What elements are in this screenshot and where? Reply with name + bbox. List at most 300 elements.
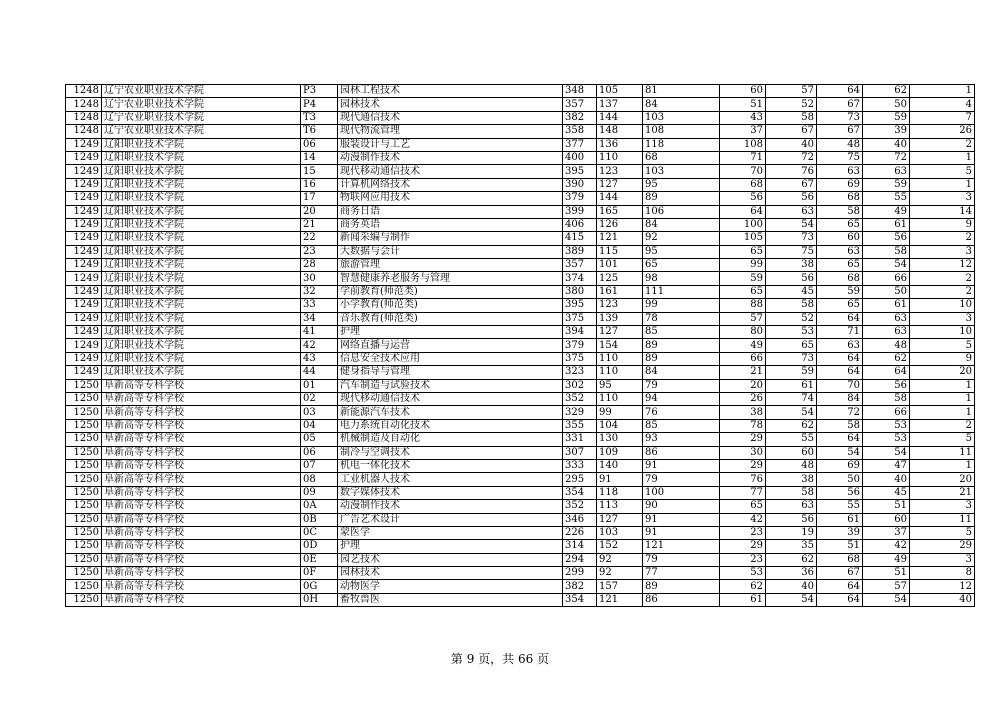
cell-score-d: 56 xyxy=(766,513,817,526)
cell-school-code: 1249 xyxy=(66,366,102,379)
cell-school-name: 阜新高等专科学校 xyxy=(102,446,301,459)
cell-score-e: 63 xyxy=(817,245,863,258)
cell-major-code: 23 xyxy=(301,245,338,258)
table-row xyxy=(66,366,975,379)
cell-major-name: 物联网应用技术 xyxy=(338,192,563,205)
cell-score-e: 64 xyxy=(817,580,863,593)
cell-score-c: 43 xyxy=(720,111,766,124)
cell-score-c: 30 xyxy=(720,446,766,459)
table-row xyxy=(66,192,975,205)
cell-score-total: 294 xyxy=(563,553,597,566)
cell-score-a: 118 xyxy=(597,486,643,499)
cell-major-name: 音乐教育(师范类) xyxy=(338,312,563,325)
cell-score-c: 65 xyxy=(720,500,766,513)
cell-major-code: 07 xyxy=(301,459,338,472)
cell-score-b: 95 xyxy=(643,178,720,191)
cell-count: 1 xyxy=(910,379,975,392)
cell-score-e: 68 xyxy=(817,553,863,566)
cell-school-code: 1249 xyxy=(66,138,102,151)
table-row xyxy=(66,232,975,245)
cell-score-a: 161 xyxy=(597,285,643,298)
table-row xyxy=(66,111,975,124)
cell-score-c: 20 xyxy=(720,379,766,392)
cell-major-code: 05 xyxy=(301,433,338,446)
cell-score-total: 382 xyxy=(563,111,597,124)
cell-score-c: 38 xyxy=(720,406,766,419)
cell-score-d: 67 xyxy=(766,178,817,191)
cell-score-d: 52 xyxy=(766,312,817,325)
cell-score-e: 84 xyxy=(817,392,863,405)
cell-score-e: 58 xyxy=(817,205,863,218)
cell-school-name: 阜新高等专科学校 xyxy=(102,593,301,606)
cell-score-b: 86 xyxy=(643,593,720,606)
cell-school-code: 1248 xyxy=(66,125,102,138)
cell-score-a: 126 xyxy=(597,218,643,231)
cell-score-total: 374 xyxy=(563,272,597,285)
cell-major-name: 园林技术 xyxy=(338,567,563,580)
cell-score-f: 51 xyxy=(863,500,910,513)
table-row xyxy=(66,285,975,298)
cell-major-code: 04 xyxy=(301,419,338,432)
cell-school-code: 1249 xyxy=(66,218,102,231)
cell-score-d: 35 xyxy=(766,540,817,553)
cell-score-d: 75 xyxy=(766,245,817,258)
cell-score-f: 50 xyxy=(863,98,910,111)
cell-school-name: 辽阳职业技术学院 xyxy=(102,165,301,178)
cell-score-b: 108 xyxy=(643,125,720,138)
cell-count: 2 xyxy=(910,285,975,298)
cell-school-name: 辽阳职业技术学院 xyxy=(102,232,301,245)
cell-score-c: 51 xyxy=(720,98,766,111)
cell-score-c: 64 xyxy=(720,205,766,218)
cell-school-name: 辽阳职业技术学院 xyxy=(102,178,301,191)
table-row xyxy=(66,567,975,580)
cell-score-c: 76 xyxy=(720,473,766,486)
cell-school-name: 阜新高等专科学校 xyxy=(102,433,301,446)
cell-major-name: 旅游管理 xyxy=(338,259,563,272)
cell-school-name: 阜新高等专科学校 xyxy=(102,580,301,593)
cell-score-d: 58 xyxy=(766,299,817,312)
cell-school-code: 1250 xyxy=(66,526,102,539)
cell-major-name: 汽车制造与试验技术 xyxy=(338,379,563,392)
cell-score-total: 346 xyxy=(563,513,597,526)
cell-score-c: 23 xyxy=(720,553,766,566)
cell-score-a: 137 xyxy=(597,98,643,111)
cell-score-b: 77 xyxy=(643,567,720,580)
cell-count: 10 xyxy=(910,326,975,339)
cell-major-code: 06 xyxy=(301,138,338,151)
cell-score-total: 382 xyxy=(563,580,597,593)
cell-school-name: 辽阳职业技术学院 xyxy=(102,339,301,352)
cell-count: 2 xyxy=(910,272,975,285)
cell-major-name: 商务英语 xyxy=(338,218,563,231)
cell-school-name: 阜新高等专科学校 xyxy=(102,379,301,392)
cell-score-a: 127 xyxy=(597,513,643,526)
cell-score-d: 54 xyxy=(766,218,817,231)
cell-score-f: 57 xyxy=(863,580,910,593)
cell-score-d: 76 xyxy=(766,165,817,178)
cell-count: 21 xyxy=(910,486,975,499)
cell-score-d: 73 xyxy=(766,352,817,365)
cell-score-a: 110 xyxy=(597,392,643,405)
cell-score-b: 84 xyxy=(643,366,720,379)
cell-score-d: 40 xyxy=(766,138,817,151)
cell-score-f: 40 xyxy=(863,473,910,486)
cell-school-name: 辽阳职业技术学院 xyxy=(102,299,301,312)
cell-score-total: 415 xyxy=(563,232,597,245)
cell-major-name: 蒙医学 xyxy=(338,526,563,539)
cell-count: 11 xyxy=(910,446,975,459)
table-row xyxy=(66,553,975,566)
table-row xyxy=(66,339,975,352)
cell-school-name: 阜新高等专科学校 xyxy=(102,486,301,499)
cell-count: 20 xyxy=(910,366,975,379)
cell-school-name: 辽宁农业职业技术学院 xyxy=(102,125,301,138)
cell-score-f: 66 xyxy=(863,406,910,419)
cell-score-total: 379 xyxy=(563,339,597,352)
cell-score-d: 54 xyxy=(766,593,817,606)
cell-score-c: 57 xyxy=(720,312,766,325)
table-row xyxy=(66,245,975,258)
cell-school-name: 阜新高等专科学校 xyxy=(102,459,301,472)
cell-count: 1 xyxy=(910,85,975,98)
cell-score-f: 56 xyxy=(863,232,910,245)
cell-score-b: 91 xyxy=(643,513,720,526)
cell-score-a: 136 xyxy=(597,138,643,151)
cell-score-c: 78 xyxy=(720,419,766,432)
cell-score-c: 29 xyxy=(720,433,766,446)
cell-school-name: 辽阳职业技术学院 xyxy=(102,192,301,205)
cell-major-code: 0F xyxy=(301,567,338,580)
table-row xyxy=(66,138,975,151)
cell-school-name: 阜新高等专科学校 xyxy=(102,513,301,526)
cell-major-code: 28 xyxy=(301,259,338,272)
cell-score-c: 23 xyxy=(720,526,766,539)
cell-major-code: 0D xyxy=(301,540,338,553)
cell-score-b: 103 xyxy=(643,111,720,124)
cell-major-code: 15 xyxy=(301,165,338,178)
cell-score-d: 45 xyxy=(766,285,817,298)
cell-count: 20 xyxy=(910,473,975,486)
cell-score-d: 63 xyxy=(766,500,817,513)
cell-school-name: 辽阳职业技术学院 xyxy=(102,285,301,298)
cell-score-e: 67 xyxy=(817,125,863,138)
cell-score-e: 67 xyxy=(817,98,863,111)
cell-score-a: 105 xyxy=(597,85,643,98)
table-row xyxy=(66,85,975,98)
cell-score-d: 61 xyxy=(766,379,817,392)
cell-count: 5 xyxy=(910,526,975,539)
cell-major-code: 0G xyxy=(301,580,338,593)
table-row xyxy=(66,98,975,111)
cell-major-name: 小学教育(师范类) xyxy=(338,299,563,312)
table-row xyxy=(66,205,975,218)
cell-score-f: 42 xyxy=(863,540,910,553)
cell-score-b: 79 xyxy=(643,473,720,486)
cell-score-f: 54 xyxy=(863,593,910,606)
cell-score-b: 91 xyxy=(643,526,720,539)
cell-score-b: 86 xyxy=(643,446,720,459)
cell-major-code: 06 xyxy=(301,446,338,459)
cell-score-a: 123 xyxy=(597,165,643,178)
cell-school-code: 1249 xyxy=(66,245,102,258)
cell-score-f: 54 xyxy=(863,446,910,459)
cell-score-total: 307 xyxy=(563,446,597,459)
cell-score-f: 51 xyxy=(863,567,910,580)
cell-score-b: 85 xyxy=(643,419,720,432)
table-row xyxy=(66,379,975,392)
table-row xyxy=(66,473,975,486)
table-row xyxy=(66,352,975,365)
cell-school-name: 阜新高等专科学校 xyxy=(102,419,301,432)
cell-major-code: 32 xyxy=(301,285,338,298)
cell-school-name: 辽阳职业技术学院 xyxy=(102,366,301,379)
cell-score-d: 48 xyxy=(766,459,817,472)
cell-score-total: 406 xyxy=(563,218,597,231)
cell-score-total: 331 xyxy=(563,433,597,446)
cell-major-name: 护理 xyxy=(338,540,563,553)
cell-score-c: 26 xyxy=(720,392,766,405)
cell-major-code: P3 xyxy=(301,85,338,98)
cell-school-code: 1248 xyxy=(66,98,102,111)
cell-score-d: 58 xyxy=(766,111,817,124)
cell-school-name: 阜新高等专科学校 xyxy=(102,540,301,553)
cell-major-name: 工业机器人技术 xyxy=(338,473,563,486)
cell-school-code: 1248 xyxy=(66,111,102,124)
table-row xyxy=(66,299,975,312)
cell-score-b: 89 xyxy=(643,580,720,593)
cell-major-name: 动漫制作技术 xyxy=(338,500,563,513)
cell-score-d: 57 xyxy=(766,85,817,98)
cell-score-e: 65 xyxy=(817,299,863,312)
cell-score-e: 61 xyxy=(817,513,863,526)
cell-school-code: 1249 xyxy=(66,232,102,245)
cell-score-a: 140 xyxy=(597,459,643,472)
cell-major-name: 计算机网络技术 xyxy=(338,178,563,191)
cell-school-code: 1250 xyxy=(66,446,102,459)
cell-school-code: 1250 xyxy=(66,553,102,566)
table-row xyxy=(66,326,975,339)
cell-school-name: 阜新高等专科学校 xyxy=(102,567,301,580)
cell-score-f: 48 xyxy=(863,339,910,352)
cell-school-name: 辽阳职业技术学院 xyxy=(102,326,301,339)
cell-school-code: 1250 xyxy=(66,473,102,486)
cell-score-c: 68 xyxy=(720,178,766,191)
cell-score-a: 121 xyxy=(597,232,643,245)
cell-score-c: 88 xyxy=(720,299,766,312)
cell-score-e: 60 xyxy=(817,232,863,245)
cell-score-d: 73 xyxy=(766,232,817,245)
cell-score-e: 64 xyxy=(817,312,863,325)
cell-score-total: 354 xyxy=(563,486,597,499)
table-row xyxy=(66,312,975,325)
cell-major-code: T3 xyxy=(301,111,338,124)
cell-score-d: 63 xyxy=(766,205,817,218)
cell-count: 1 xyxy=(910,392,975,405)
cell-score-c: 60 xyxy=(720,85,766,98)
cell-major-name: 现代通信技术 xyxy=(338,111,563,124)
cell-score-b: 111 xyxy=(643,285,720,298)
cell-major-name: 现代移动通信技术 xyxy=(338,392,563,405)
cell-score-b: 91 xyxy=(643,459,720,472)
cell-count: 5 xyxy=(910,433,975,446)
cell-score-e: 64 xyxy=(817,352,863,365)
cell-score-a: 113 xyxy=(597,500,643,513)
cell-school-code: 1249 xyxy=(66,339,102,352)
cell-score-e: 54 xyxy=(817,446,863,459)
cell-major-name: 商务日语 xyxy=(338,205,563,218)
cell-score-d: 56 xyxy=(766,192,817,205)
cell-score-f: 54 xyxy=(863,259,910,272)
cell-major-code: 0C xyxy=(301,526,338,539)
cell-count: 3 xyxy=(910,500,975,513)
cell-score-a: 110 xyxy=(597,366,643,379)
cell-score-c: 105 xyxy=(720,232,766,245)
cell-school-code: 1248 xyxy=(66,85,102,98)
cell-count: 29 xyxy=(910,540,975,553)
cell-score-e: 65 xyxy=(817,259,863,272)
cell-major-name: 学前教育(师范类) xyxy=(338,285,563,298)
cell-score-c: 37 xyxy=(720,125,766,138)
cell-score-b: 90 xyxy=(643,500,720,513)
cell-school-code: 1250 xyxy=(66,433,102,446)
cell-score-b: 65 xyxy=(643,259,720,272)
cell-count: 5 xyxy=(910,165,975,178)
cell-school-code: 1250 xyxy=(66,500,102,513)
admission-table xyxy=(65,84,975,607)
cell-score-e: 55 xyxy=(817,500,863,513)
cell-school-name: 辽阳职业技术学院 xyxy=(102,352,301,365)
cell-score-a: 121 xyxy=(597,593,643,606)
cell-score-c: 108 xyxy=(720,138,766,151)
cell-score-d: 19 xyxy=(766,526,817,539)
cell-major-code: 42 xyxy=(301,339,338,352)
cell-major-name: 制冷与空调技术 xyxy=(338,446,563,459)
cell-major-name: 服装设计与工艺 xyxy=(338,138,563,151)
cell-major-name: 大数据与会计 xyxy=(338,245,563,258)
cell-count: 2 xyxy=(910,138,975,151)
cell-score-a: 109 xyxy=(597,446,643,459)
cell-score-b: 84 xyxy=(643,218,720,231)
cell-score-total: 379 xyxy=(563,192,597,205)
cell-score-a: 148 xyxy=(597,125,643,138)
cell-score-b: 89 xyxy=(643,339,720,352)
cell-school-code: 1249 xyxy=(66,326,102,339)
cell-school-name: 辽阳职业技术学院 xyxy=(102,205,301,218)
cell-major-code: 08 xyxy=(301,473,338,486)
cell-count: 14 xyxy=(910,205,975,218)
cell-school-code: 1249 xyxy=(66,205,102,218)
cell-score-f: 47 xyxy=(863,459,910,472)
cell-school-name: 辽阳职业技术学院 xyxy=(102,272,301,285)
table-row xyxy=(66,165,975,178)
cell-score-f: 61 xyxy=(863,299,910,312)
cell-count: 40 xyxy=(910,593,975,606)
cell-score-b: 89 xyxy=(643,192,720,205)
table-body xyxy=(66,85,975,607)
cell-score-c: 65 xyxy=(720,285,766,298)
cell-score-e: 58 xyxy=(817,419,863,432)
cell-score-b: 94 xyxy=(643,392,720,405)
cell-score-d: 72 xyxy=(766,151,817,164)
cell-score-c: 77 xyxy=(720,486,766,499)
cell-score-total: 375 xyxy=(563,352,597,365)
cell-score-f: 58 xyxy=(863,245,910,258)
cell-score-e: 63 xyxy=(817,339,863,352)
cell-count: 9 xyxy=(910,218,975,231)
table-row xyxy=(66,580,975,593)
cell-score-f: 53 xyxy=(863,419,910,432)
cell-score-e: 64 xyxy=(817,593,863,606)
cell-major-code: 14 xyxy=(301,151,338,164)
cell-score-e: 64 xyxy=(817,366,863,379)
cell-count: 10 xyxy=(910,299,975,312)
cell-major-code: 22 xyxy=(301,232,338,245)
cell-score-e: 68 xyxy=(817,272,863,285)
cell-score-a: 110 xyxy=(597,151,643,164)
cell-score-c: 99 xyxy=(720,259,766,272)
cell-score-e: 69 xyxy=(817,178,863,191)
cell-score-a: 152 xyxy=(597,540,643,553)
table-row xyxy=(66,218,975,231)
cell-score-d: 54 xyxy=(766,406,817,419)
cell-score-c: 56 xyxy=(720,192,766,205)
table-row xyxy=(66,433,975,446)
cell-score-b: 85 xyxy=(643,326,720,339)
cell-score-a: 144 xyxy=(597,111,643,124)
cell-count: 12 xyxy=(910,259,975,272)
cell-count: 3 xyxy=(910,245,975,258)
cell-score-f: 49 xyxy=(863,205,910,218)
cell-score-e: 67 xyxy=(817,567,863,580)
cell-score-f: 72 xyxy=(863,151,910,164)
cell-count: 8 xyxy=(910,567,975,580)
cell-count: 1 xyxy=(910,459,975,472)
cell-count: 3 xyxy=(910,553,975,566)
cell-major-code: 30 xyxy=(301,272,338,285)
cell-score-a: 92 xyxy=(597,567,643,580)
cell-score-a: 157 xyxy=(597,580,643,593)
cell-score-d: 55 xyxy=(766,433,817,446)
cell-school-code: 1249 xyxy=(66,272,102,285)
cell-score-b: 92 xyxy=(643,232,720,245)
cell-major-name: 护理 xyxy=(338,326,563,339)
cell-score-a: 104 xyxy=(597,419,643,432)
cell-score-b: 93 xyxy=(643,433,720,446)
cell-score-total: 354 xyxy=(563,593,597,606)
table-row xyxy=(66,526,975,539)
cell-score-total: 314 xyxy=(563,540,597,553)
cell-score-total: 395 xyxy=(563,299,597,312)
cell-score-total: 295 xyxy=(563,473,597,486)
cell-score-a: 103 xyxy=(597,526,643,539)
cell-school-code: 1250 xyxy=(66,540,102,553)
table-row xyxy=(66,446,975,459)
cell-score-e: 48 xyxy=(817,138,863,151)
cell-score-b: 84 xyxy=(643,98,720,111)
cell-major-name: 健身指导与管理 xyxy=(338,366,563,379)
table-row xyxy=(66,593,975,606)
cell-school-code: 1249 xyxy=(66,151,102,164)
cell-score-f: 66 xyxy=(863,272,910,285)
cell-school-name: 辽阳职业技术学院 xyxy=(102,138,301,151)
page-footer: 第 9 页，共 66 页 xyxy=(450,652,550,666)
cell-major-code: 01 xyxy=(301,379,338,392)
cell-major-name: 信息安全技术应用 xyxy=(338,352,563,365)
table-row xyxy=(66,540,975,553)
cell-score-d: 52 xyxy=(766,98,817,111)
cell-major-name: 新闻采编与制作 xyxy=(338,232,563,245)
